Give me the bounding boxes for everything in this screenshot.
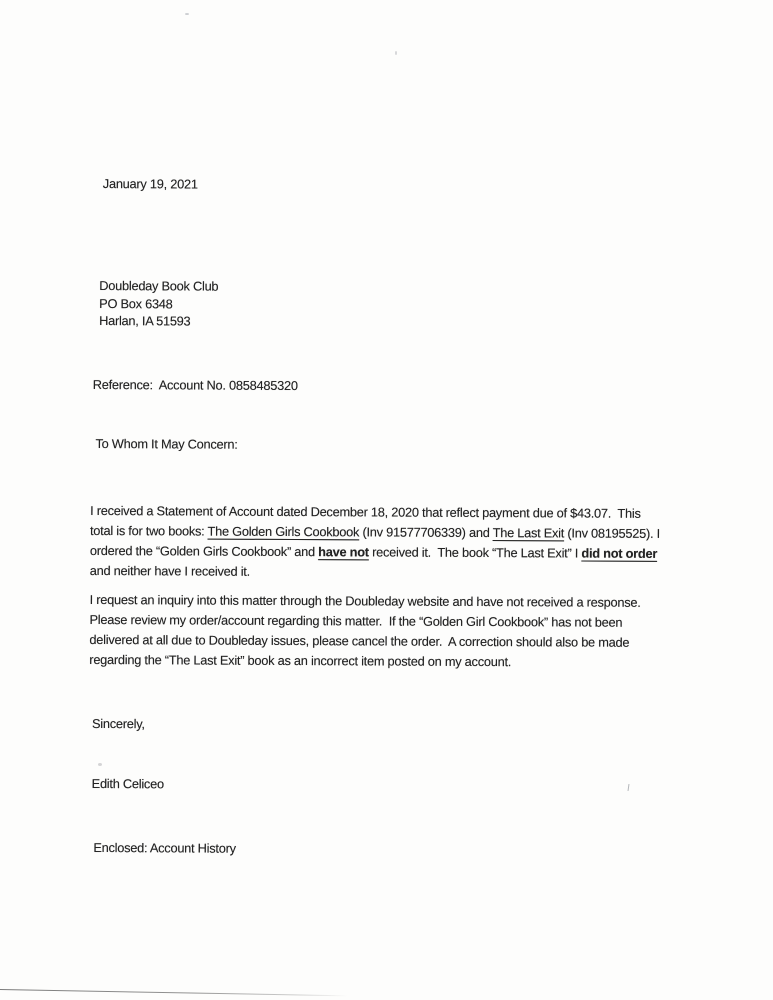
emphasized-text: The Golden Girls Cookbook <box>207 523 360 539</box>
body-text: (Inv 08195525). I <box>564 524 660 541</box>
body-text: Please review my order/account regarding this matter. If the “Golden Girl Cookbook” has not been <box>89 611 623 630</box>
salutation-line: To Whom It May Concern: <box>95 435 238 452</box>
body-paragraphs <box>89 500 771 673</box>
signature-name: Edith Celiceo <box>91 775 164 791</box>
body-text: I request an inquiry into this matter through the Doubleday website and have not received a response. <box>89 591 641 610</box>
recipient-line: Harlan, IA 51593 <box>99 312 191 329</box>
body-text: received it. The book “The Last Exit” I <box>368 543 582 561</box>
emphasized-text: have not <box>318 543 369 559</box>
recipient-block <box>99 277 772 333</box>
body-text: delivered at all due to Doubleday issues, please cancel the order. A correction should also be made <box>89 631 630 650</box>
reference-line: Reference: Account No. 0858485320 <box>92 376 298 393</box>
scan-edge-line <box>0 989 348 997</box>
letter-date: January 19, 2021 <box>102 176 198 192</box>
paragraph <box>90 500 771 584</box>
scan-speck <box>185 13 189 15</box>
body-text: ordered the “Golden Girls Cookbook” and <box>89 542 319 559</box>
body-text: total is for two books: <box>89 522 208 539</box>
paragraph-line <box>90 540 771 564</box>
emphasized-text: did not order <box>581 545 658 561</box>
emphasized-text: The Last Exit <box>492 524 565 540</box>
body-text: (Inv 91577706339) and <box>359 523 493 540</box>
paragraph-line <box>90 520 771 544</box>
scan-speck <box>98 763 102 766</box>
recipient-line: PO Box 6348 <box>99 295 173 311</box>
paragraph-line <box>89 609 770 633</box>
paragraph-line <box>89 649 770 673</box>
closing-line: Sincerely, <box>91 715 145 731</box>
paragraph-line <box>89 629 770 653</box>
enclosure-line: Enclosed: Account History <box>93 839 236 856</box>
paragraph <box>89 589 770 673</box>
body-text: and neither have I received it. <box>89 562 250 579</box>
paragraph-line <box>90 560 771 584</box>
body-text: regarding the “The Last Exit” book as an incorrect item posted on my account. <box>89 651 512 669</box>
paragraph-line <box>90 589 771 613</box>
body-text: I received a Statement of Account dated December 18, 2020 that reflect payment due of $43.07. This <box>90 502 641 521</box>
paragraph-line <box>90 500 771 524</box>
scan-speck <box>395 51 397 55</box>
recipient-line: Doubleday Book Club <box>99 277 219 294</box>
